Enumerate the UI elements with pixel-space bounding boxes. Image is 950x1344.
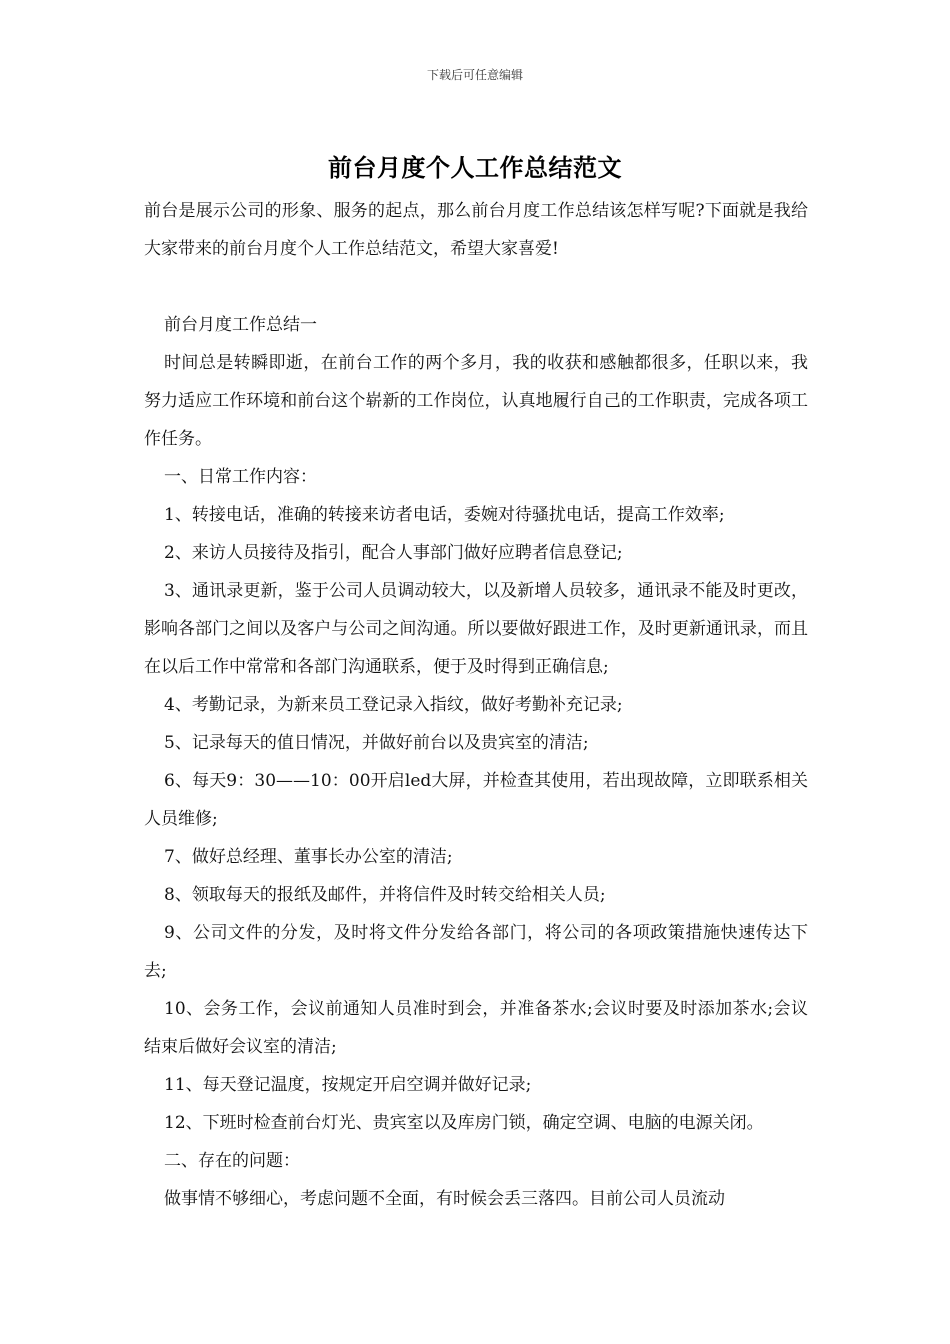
daily-item: 9、公司文件的分发，及时将文件分发给各部门，将公司的各项政策措施快速传达下去; [144, 923, 808, 981]
daily-item: 2、来访人员接待及指引，配合人事部门做好应聘者信息登记; [164, 543, 623, 563]
daily-item: 5、记录每天的值日情况，并做好前台以及贵宾室的清洁; [164, 733, 589, 753]
problems-paragraph: 做事情不够细心，考虑问题不全面，有时候会丢三落四。目前公司人员流动 [164, 1189, 725, 1209]
daily-item: 12、下班时检查前台灯光、贵宾室以及库房门锁，确定空调、电脑的电源关闭。 [164, 1113, 764, 1133]
section-intro-paragraph: 时间总是转瞬即逝，在前台工作的两个多月，我的收获和感触都很多，任职以来，我努力适应工作环境和前台这个崭新的工作岗位，认真地履行自己的工作职责，完成各项工作任务。 [144, 353, 808, 449]
daily-item: 8、领取每天的报纸及邮件，并将信件及时转交给相关人员; [164, 885, 606, 905]
document-body [144, 192, 808, 1218]
daily-item: 1、转接电话，准确的转接来访者电话，委婉对待骚扰电话，提高工作效率; [164, 505, 725, 525]
daily-item: 10、会务工作，会议前通知人员准时到会，并准备茶水;会议时要及时添加茶水;会议结束后做好会议室的清洁; [144, 999, 808, 1057]
blank-line [144, 268, 808, 306]
section-title: 前台月度工作总结一 [164, 315, 317, 335]
document-title: 前台月度个人工作总结范文 [328, 153, 622, 182]
daily-item: 11、每天登记温度，按规定开启空调并做好记录; [164, 1075, 532, 1095]
daily-item: 4、考勤记录，为新来员工登记录入指纹，做好考勤补充记录; [164, 695, 623, 715]
daily-item: 3、通讯录更新，鉴于公司人员调动较大，以及新增人员较多，通讯录不能及时更改，影响各部门之间以及客户与公司之间沟通。所以要做好跟进工作，及时更新通讯录，而且在以后工作中常常和各部门沟通联系，便于及时得到正确信息; [144, 581, 808, 677]
daily-item: 6、每天9：30——10：00开启led大屏，并检查其使用，若出现故障，立即联系相关人员维修; [144, 771, 808, 829]
daily-item: 7、做好总经理、董事长办公室的清洁; [164, 847, 453, 867]
intro-paragraph: 前台是展示公司的形象、服务的起点，那么前台月度工作总结该怎样写呢?下面就是我给大家带来的前台月度个人工作总结范文，希望大家喜爱! [144, 201, 808, 259]
daily-work-heading: 一、日常工作内容： [164, 467, 317, 487]
page-header-note: 下载后可任意编辑 [426, 68, 523, 82]
problems-heading: 二、存在的问题： [164, 1151, 300, 1171]
